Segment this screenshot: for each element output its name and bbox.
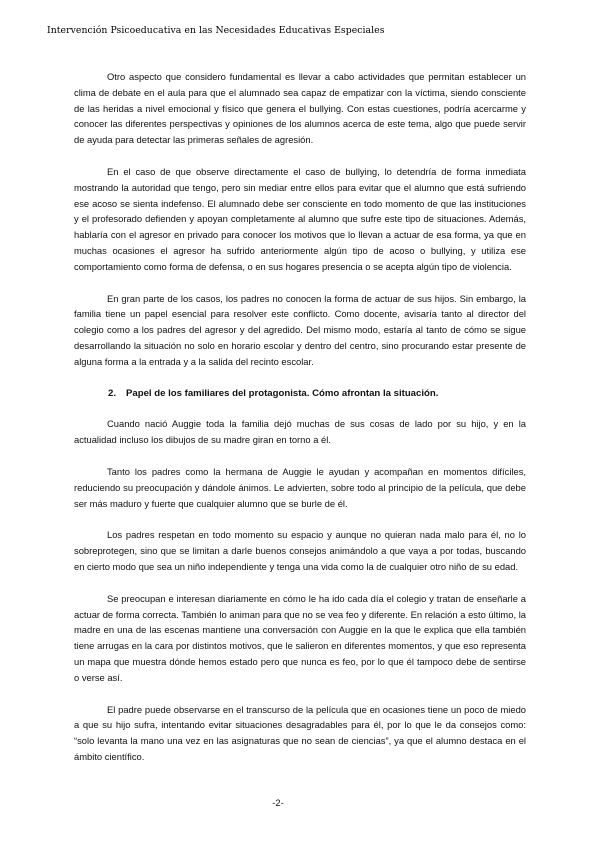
section-number: 2. bbox=[108, 387, 117, 399]
running-header: Intervención Psicoeducativa en las Necesidades Educativas Especiales bbox=[47, 25, 385, 36]
paragraph-auggie-birth: Cuando nació Auggie toda la familia dejó muchas de sus cosas de lado por su hijo, y en la actualidad incluso los dibujos de su madre giran en torno a él. bbox=[74, 418, 526, 446]
paragraph-family-support: Tanto los padres como la hermana de Auggie le ayudan y acompañan en momentos difíciles, reduciendo su preocupación y dándole ánimos. Le advierten, sobre todo al principio de la película, que debe ser más maduro y fuerte que cualquier alumno que se burle de él. bbox=[74, 465, 526, 509]
paragraph-family-role: En gran parte de los casos, los padres no conocen la forma de actuar de sus hijos. Sin embargo, la familia tiene un papel esencial para resolver este conflicto. Como docente, avisaría tanto al director del colegio como a los padres del agresor y del agredido. Del mismo modo, estaría al tanto de cómo se sigue desarrollando la situación no solo en horario escolar y dentro del centro, sino procurando estar presente de alguna forma a la entrada y a la salida del recinto escolar. bbox=[74, 292, 526, 367]
section-heading bbox=[74, 386, 526, 402]
paragraph-parents-respect: Los padres respetan en todo momento su espacio y aunque no quieran nada malo para él, no lo sobreprotegen, sino que se limitan a darle buenos consejos animándolo a que vaya a por todas, buscando en cierto modo que sea un niño independiente y tenga una vida como la de cualquier otro niño de su edad. bbox=[74, 529, 526, 572]
paragraph-daily-concern: Se preocupan e interesan diariamente en cómo le ha ido cada día el colegio y tratan de enseñarle a actuar de forma correcta. También lo animan para que no se vea feo y diferente. En relación a esto último, la madre en una de las escenas mantiene una conversación con Auggie en la que le explica que ella también tiene arrugas en la cara por distintos motivos, que le salieron en diferentes momentos, y que eso representa un mapa que muestra dónde hemos estado pero que nunca es feo, por lo que él tampoco debe de sentirse o verse así. bbox=[74, 592, 526, 683]
paragraph-debate: Otro aspecto que considero fundamental es llevar a cabo actividades que permitan establecer un clima de debate en el aula para que el alumnado sea capaz de empatizar con la víctima, siendo consciente de las heridas a nivel emocional y físico que genera el bullying. Con estas cuestiones, podría acercarme y conocer las diferentes perspectivas y opiniones de los alumnos acerca de este tema, algo que puede servir de ayuda para detectar las primeras señales de agresión. bbox=[74, 71, 526, 146]
section-title: Papel de los familiares del protagonista. Cómo afrontan la situación. bbox=[126, 387, 439, 399]
paragraph-direct-intervention: En el caso de que observe directamente el caso de bullying, lo detendría de forma inmediata mostrando la autoridad que tengo, pero sin mediar entre ellos para evitar que el alumno que está sufriendo ese acoso se sienta indefenso. El alumnado debe ser consciente en todo momento de que las instituciones y el profesorado defienden y apoyan completamente al alumno que sufre este tipo de situaciones. Además, hablaría con el agresor en privado para conocer los motivos que lo llevan a actuar de esa forma, ya que en muchas ocasiones el agresor ha sufrido anteriormente algún tipo de acoso o bullying, y utiliza ese comportamiento como forma de defensa, o en sus hogares presencia o se acepta algún tipo de violencia. bbox=[74, 165, 526, 272]
paragraph-father-fear: El padre puede observarse en el transcurso de la película que en ocasiones tiene un poco de miedo a que su hijo sufra, intentando evitar situaciones desagradables para él, por lo que le da consejos como: “solo levanta la mano una vez en las asignaturas que no sean de ciencias”, ya que el alumno destaca en el ámbito científico. bbox=[74, 703, 526, 762]
page-body bbox=[74, 69, 526, 765]
page-number: -2- bbox=[272, 797, 284, 808]
